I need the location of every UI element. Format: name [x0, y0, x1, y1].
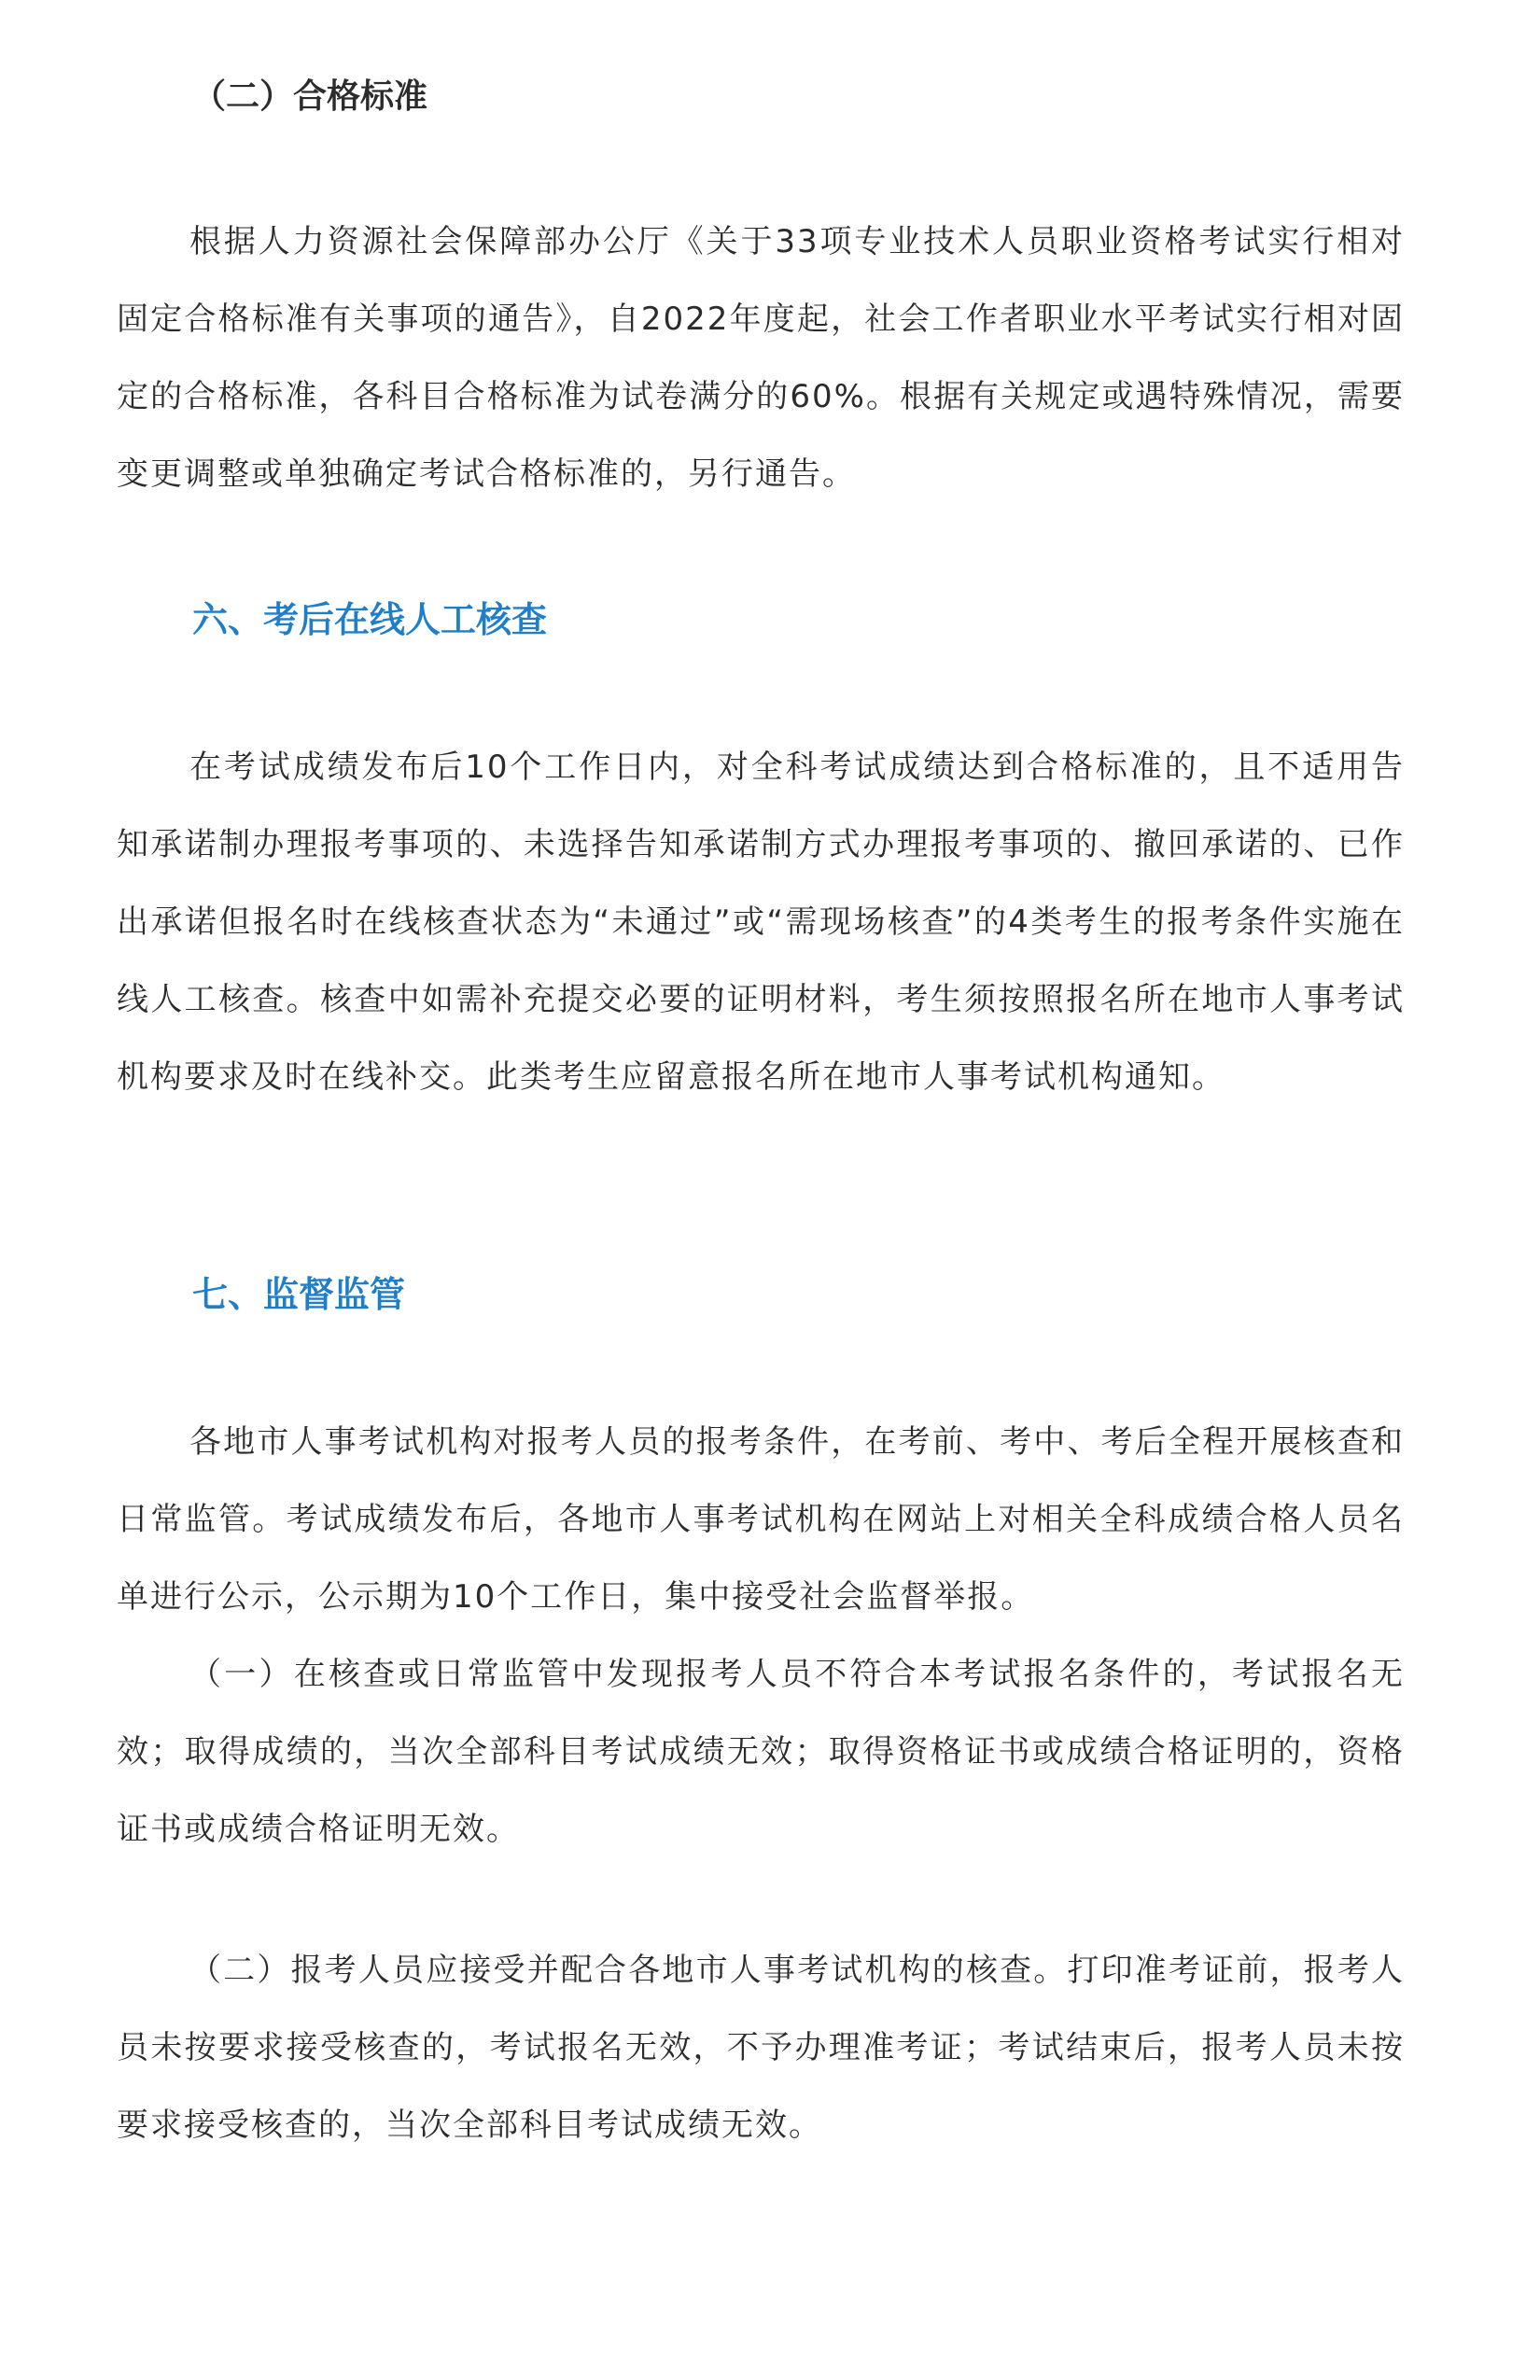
paragraph-seven: 各地市人事考试机构对报考人员的报考条件，在考前、考中、考后全程开展核查和日常监管。考试成绩发布后，各地市人事考试机构在网站上对相关全科成绩合格人员名单进行公示，公示期为10个工作日，集中接受社会监督举报。 — [117, 1423, 1405, 1616]
section-title-six: 六、考后在线人工核查 — [192, 599, 548, 640]
section-title-seven: 七、监督监管 — [192, 1274, 406, 1315]
subheading-qualify-standard: （二）合格标准 — [192, 77, 428, 116]
paragraph-qualify-standard: 根据人力资源社会保障部办公厅《关于33项专业技术人员职业资格考试实行相对固定合格标准有关事项的通告》，自2022年度起，社会工作者职业水平考试实行相对固定的合格标准，各科目合格标准为试卷满分的60%。根据有关规定或遇特殊情况，需要变更调整或单独确定考试合格标准的，另行通告。 — [117, 223, 1405, 493]
paragraph-seven-item-2: （二）报考人员应接受并配合各地市人事考试机构的核查。打印准考证前，报考人员未按要求接受核查的，考试报名无效，不予办理准考证；考试结束后，报考人员未按要求接受核查的，当次全部科目考试成绩无效。 — [117, 1952, 1405, 2144]
paragraph-seven-item-1: （一）在核查或日常监管中发现报考人员不符合本考试报名条件的，考试报名无效；取得成绩的，当次全部科目考试成绩无效；取得资格证书或成绩合格证明的，资格证书或成绩合格证明无效。 — [117, 1656, 1405, 1848]
paragraph-six: 在考试成绩发布后10个工作日内，对全科考试成绩达到合格标准的，且不适用告知承诺制办理报考事项的、未选择告知承诺制方式办理报考事项的、撤回承诺的、已作出承诺但报名时在线核查状态为“未通过”或“需现场核查”的4类考生的报考条件实施在线人工核查。核查中如需补充提交必要的证明材料，考生须按照报名所在地市人事考试机构要求及时在线补交。此类考生应留意报名所在地市人事考试机构通知。 — [117, 749, 1405, 1096]
